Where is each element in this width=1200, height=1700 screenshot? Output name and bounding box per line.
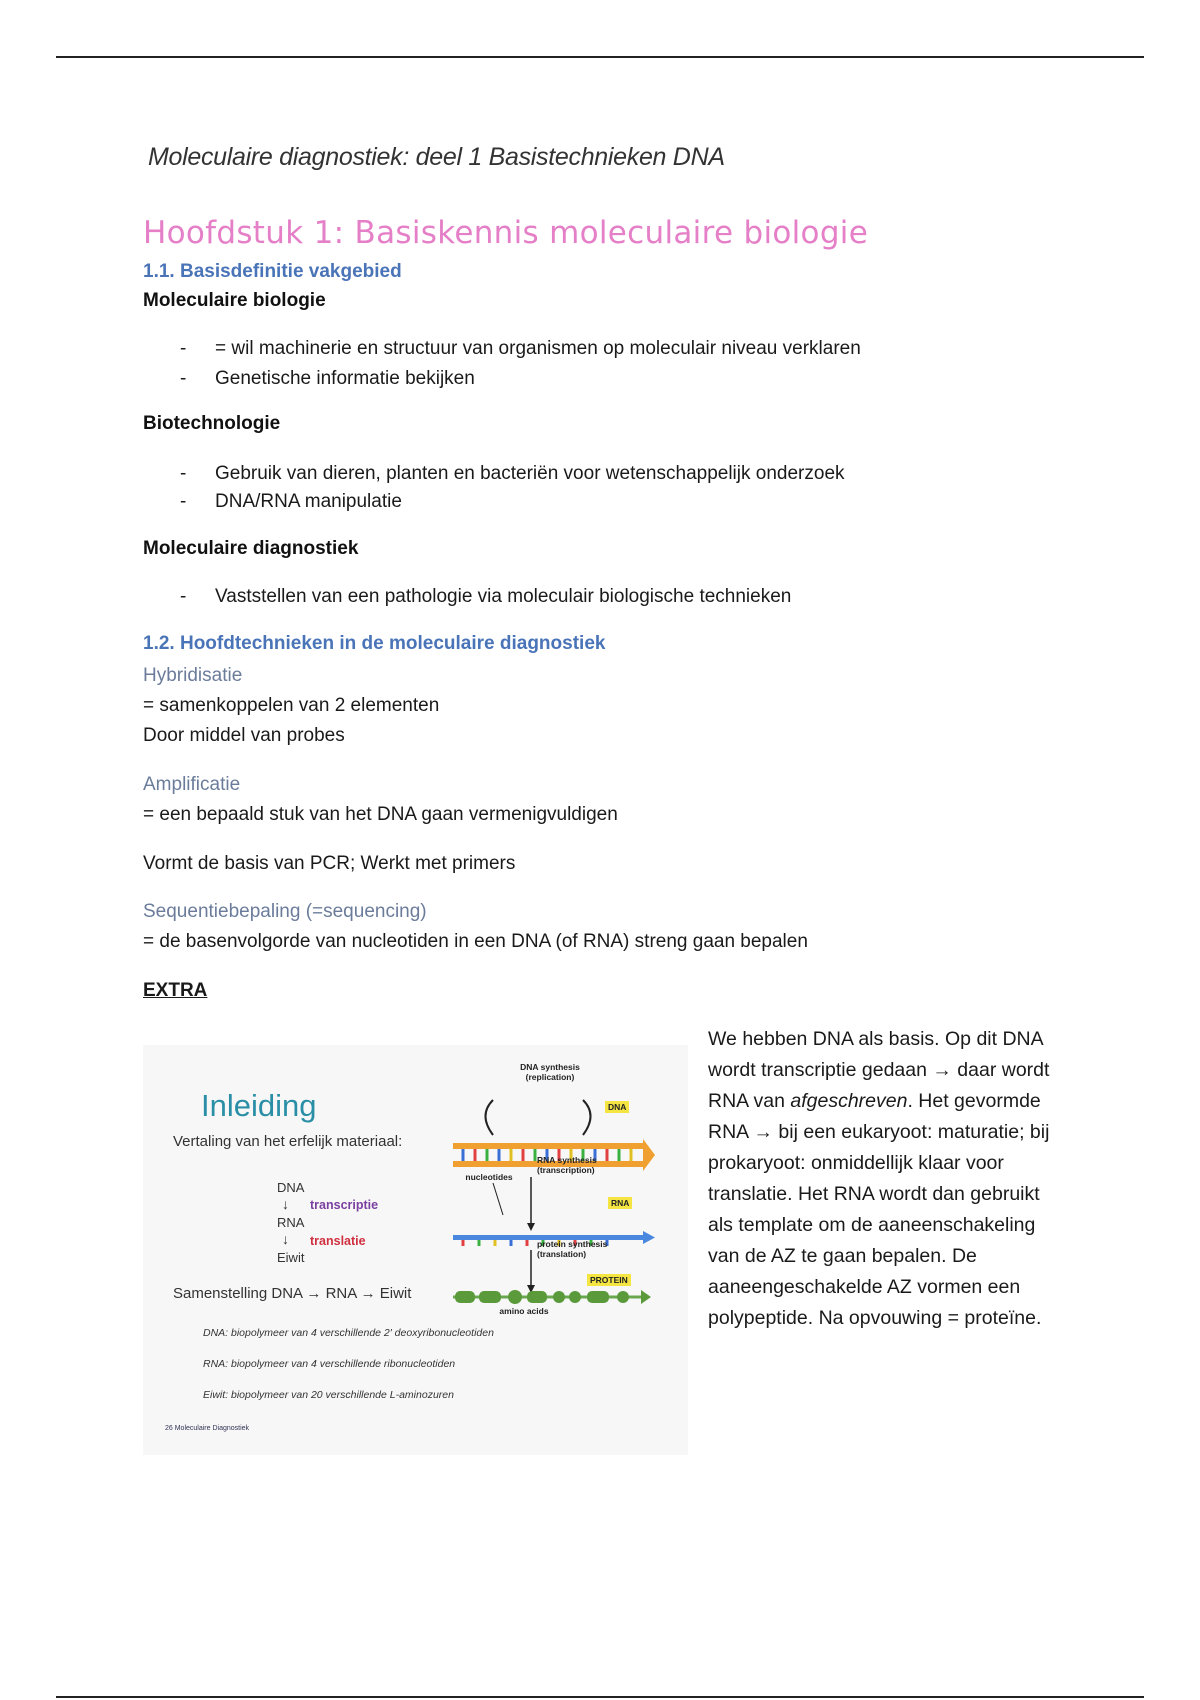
section-heading-1-2: 1.2. Hoofdtechnieken in de moleculaire diagnostiek: [143, 633, 606, 654]
tag-rna: RNA: [608, 1197, 632, 1209]
definition-rna: RNA: biopolymeer van 4 verschillende ribonucleotiden: [203, 1358, 456, 1370]
paragraph: = samenkoppelen van 2 elementen: [143, 695, 440, 716]
label-nucleotides: nucleotides: [465, 1172, 513, 1182]
paragraph: = de basenvolgorde van nucleotiden in een DNA (of RNA) streng gaan bepalen: [143, 931, 808, 952]
figure-composition: Samenstelling DNA → RNA → Eiwit: [173, 1285, 412, 1302]
flow-translatie: translatie: [310, 1234, 366, 1248]
chapter-heading: Hoofdstuk 1: Basiskennis moleculaire biologie: [143, 215, 869, 251]
tag-protein: PROTEIN: [587, 1274, 631, 1286]
label-amino-acids: amino acids: [499, 1306, 549, 1316]
central-dogma-diagram: [453, 1065, 683, 1300]
heading-moleculaire-biologie: Moleculaire biologie: [143, 290, 326, 311]
section-heading-1-1: 1.1. Basisdefinitie vakgebied: [143, 261, 402, 282]
figure-subtitle: Vertaling van het erfelijk materiaal:: [173, 1133, 403, 1150]
tag-dna: DNA: [605, 1101, 629, 1113]
top-rule: [56, 56, 1144, 58]
extra-heading: EXTRA: [143, 980, 208, 1001]
flow-dna: DNA: [277, 1180, 305, 1195]
slide-figure: [143, 1045, 688, 1455]
heading-moleculaire-diagnostiek: Moleculaire diagnostiek: [143, 538, 359, 559]
document-title: Moleculaire diagnostiek: deel 1 Basistechnieken DNA: [148, 143, 725, 171]
label-rna-synthesis: RNA synthesis (transcription): [537, 1155, 597, 1175]
bottom-rule: [56, 1696, 1144, 1698]
paragraph: Vormt de basis van PCR; Werkt met primers: [143, 853, 516, 874]
definition-eiwit: Eiwit: biopolymeer van 20 verschillende L-aminozuren: [203, 1389, 454, 1401]
paragraph: Door middel van probes: [143, 725, 345, 746]
extra-paragraph: We hebben DNA als basis. Op dit DNA wordt transcriptie gedaan → daar wordt RNA van afgeschreven. Het gevormde RNA → bij een eukaryoot: maturatie; bij prokaryoot: onmiddellijk klaar voor translatie. Het RNA wordt dan gebruikt als template om de aaneenschakeling van de AZ te gaan bepalen. De aaneengeschakelde AZ vormen een polypeptide. Na opvouwing = proteïne.: [708, 1028, 1050, 1329]
heading-amplificatie: Amplificatie: [143, 774, 241, 795]
arrow-down-icon: ↓: [282, 1231, 289, 1247]
heading-biotechnologie: Biotechnologie: [143, 413, 281, 434]
paragraph: = een bepaald stuk van het DNA gaan vermenigvuldigen: [143, 804, 618, 825]
heading-sequencing: Sequentiebepaling (=sequencing): [143, 901, 427, 922]
flow-transcriptie: transcriptie: [310, 1198, 379, 1212]
heading-hybridisatie: Hybridisatie: [143, 665, 243, 686]
label-dna-synthesis: DNA synthesis (replication): [520, 1062, 580, 1082]
flow-eiwit: Eiwit: [277, 1250, 305, 1265]
arrow-down-icon: ↓: [282, 1196, 289, 1212]
figure-footer: 26 Moleculaire Diagnostiek: [165, 1425, 250, 1432]
label-protein-synthesis: protein synthesis (translation): [537, 1239, 608, 1259]
flow-rna: RNA: [277, 1215, 305, 1230]
figure-title: Inleiding: [201, 1088, 317, 1123]
definition-dna: DNA: biopolymeer van 4 verschillende 2' deoxyribonucleotiden: [203, 1327, 494, 1339]
